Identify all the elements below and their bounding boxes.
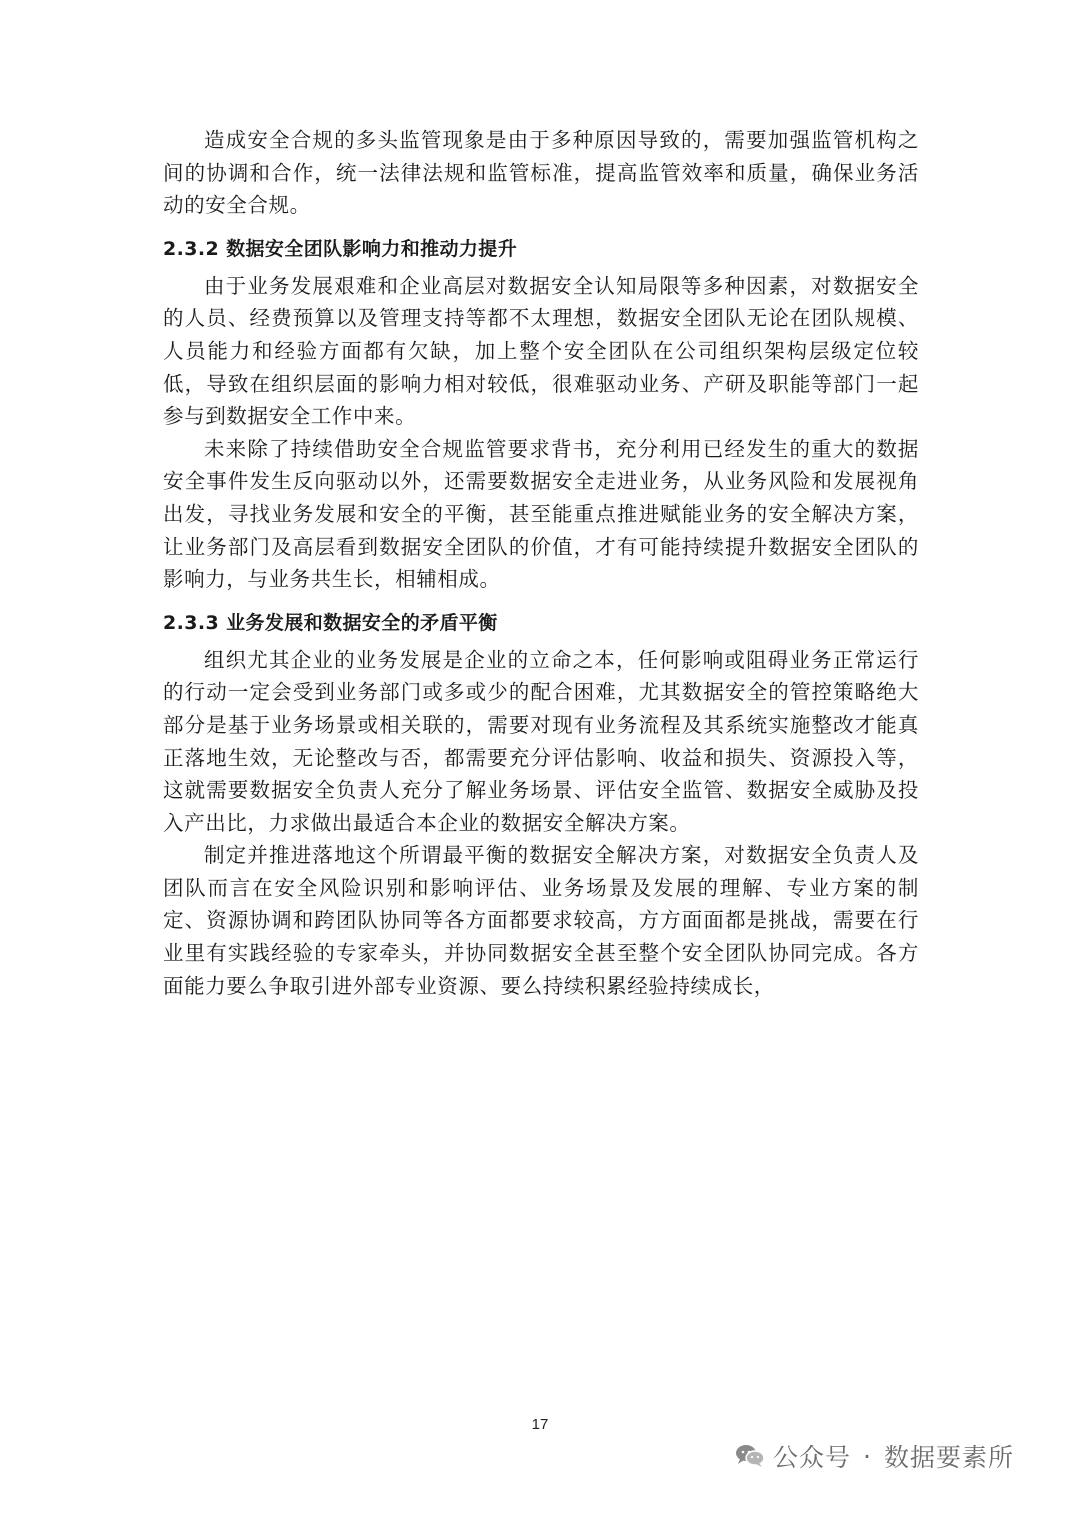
wechat-icon: [735, 1443, 765, 1469]
watermark-separator: ·: [863, 1441, 872, 1471]
paragraph-2-3-3-b: 制定并推进落地这个所谓最平衡的数据安全解决方案，对数据安全负责人及团队而言在安全风险识别和影响评估、业务场景及发展的理解、专业方案的制定、资源协调和跨团队协同等各方面都要求较高，方方面面都是挑战，需要在行业里有实践经验的专家牵头，并协同数据安全甚至整个安全团队协同完成。各方面能力要么争取引进外部专业资源、要么持续积累经验持续成长，: [163, 843, 919, 998]
paragraph-2-3-3-a: 组织尤其企业的业务发展是企业的立命之本，任何影响或阻碍业务正常运行的行动一定会受到业务部门或多或少的配合困难，尤其数据安全的管控策略绝大部分是基于业务场景或相关联的，需要对现有业务流程及其系统实施整改才能真正落地生效，无论整改与否，都需要充分评估影响、收益和损失、资源投入等，这就需要数据安全负责人充分了解业务场景、评估安全监管、数据安全威胁及投入产出比，力求做出最适合本企业的数据安全解决方案。: [163, 647, 919, 835]
paragraph-intro: 造成安全合规的多头监管现象是由于多种原因导致的，需要加强监管机构之间的协调和合作，统一法律法规和监管标准，提高监管效率和质量，确保业务活动的安全合规。: [163, 128, 919, 218]
page-content: [163, 124, 919, 1002]
paragraph-2-3-2-b: 未来除了持续借助安全合规监管要求背书，充分利用已经发生的重大的数据安全事件发生反向驱动以外，还需要数据安全走进业务，从业务风险和发展视角出发，寻找业务发展和安全的平衡，甚至能重点推进赋能业务的安全解决方案，让业务部门及高层看到数据安全团队的价值，才有可能持续提升数据安全团队的影响力，与业务共生长，相辅相成。: [163, 436, 919, 592]
section-heading-2-3-2: 2.3.2 数据安全团队影响力和推动力提升: [163, 237, 518, 260]
paragraph-2-3-2-a: 由于业务发展艰难和企业高层对数据安全认知局限等多种因素，对数据安全的人员、经费预算以及管理支持等都不太理想，数据安全团队无论在团队规模、人员能力和经验方面都有欠缺，加上整个安全团队在公司组织架构层级定位较低，导致在组织层面的影响力相对较低，很难驱动业务、产研及职能等部门一起参与到数据安全工作中来。: [163, 273, 919, 429]
page-number: 17: [531, 1416, 549, 1433]
watermark-account: 数据要素所: [883, 1443, 1014, 1472]
wechat-watermark: [735, 1436, 1014, 1476]
watermark-label: 公众号: [773, 1443, 852, 1472]
section-heading-2-3-3: 2.3.3 业务发展和数据安全的矛盾平衡: [163, 611, 498, 634]
